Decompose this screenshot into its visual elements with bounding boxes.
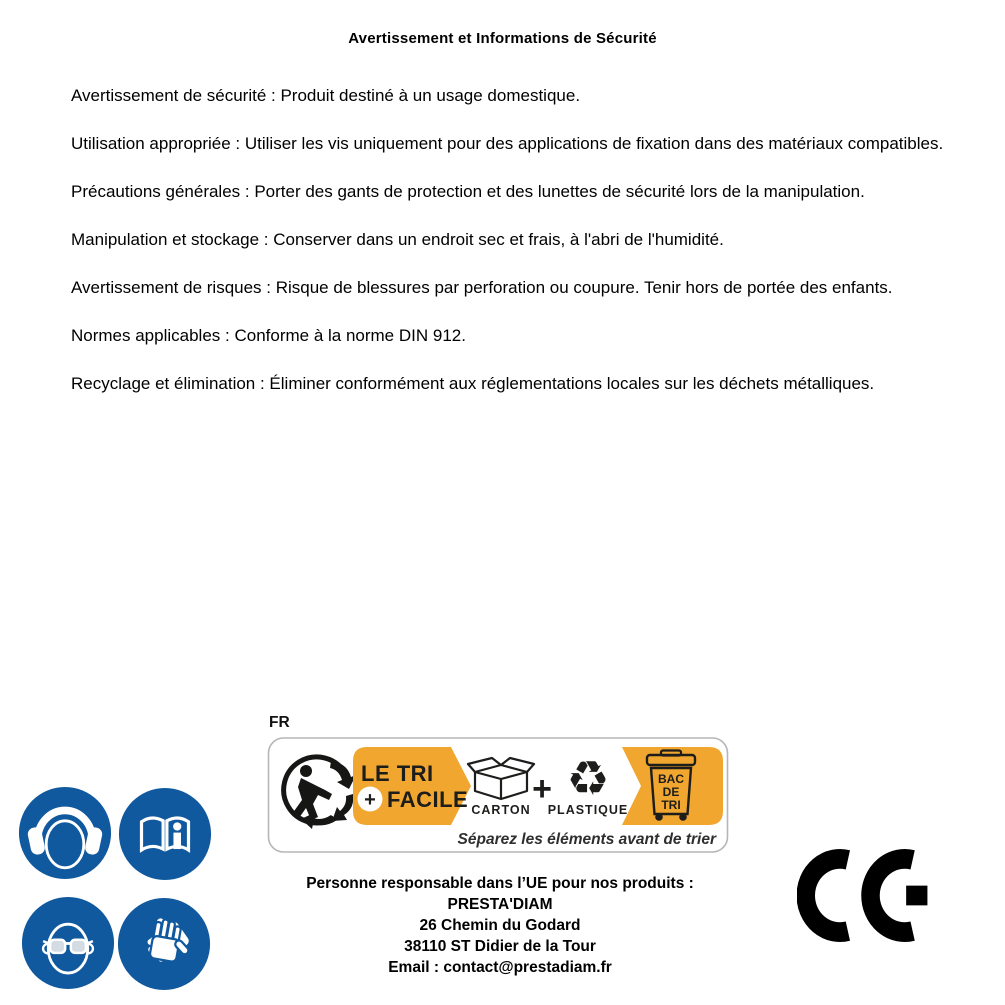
contact-email: Email : contact@prestadiam.fr	[388, 959, 612, 976]
safety-paragraph: Manipulation et stockage : Conserver dans un endroit sec et frais, à l'abri de l'humidité.	[71, 230, 724, 249]
safety-paragraph: Utilisation appropriée : Utiliser les vis uniquement pour des applications de fixation dans des matériaux compatibles.	[71, 134, 944, 153]
safety-paragraph: Précautions générales : Porter des gants de protection et des lunettes de sécurité lors de la manipulation.	[71, 182, 865, 201]
tri-facile-banner	[353, 747, 471, 825]
protective-gloves-icon	[117, 897, 211, 991]
materials-plus: +	[532, 770, 552, 808]
responsible-intro: Personne responsable dans l’UE pour nos produits :	[306, 875, 694, 892]
plastique-recycle-icon: ♻	[566, 753, 610, 806]
safety-paragraphs	[71, 84, 971, 420]
address-street: 26 Chemin du Godard	[419, 917, 581, 934]
company-name: PRESTA'DIAM	[447, 896, 553, 913]
safety-paragraph: Recyclage et élimination : Éliminer conformément aux réglementations locales sur les déchets métalliques.	[71, 374, 875, 393]
info-tri-logo	[265, 710, 735, 860]
responsible-block	[253, 873, 747, 978]
eye-protection-icon	[21, 896, 115, 990]
sorting-tagline: Séparez les éléments avant de trier	[457, 831, 716, 848]
safety-paragraph: Normes applicables : Conforme à la norme DIN 912.	[71, 326, 466, 345]
carton-label: CARTON	[471, 803, 531, 817]
safety-paragraph: Avertissement de risques : Risque de blessures par perforation ou coupure. Tenir hors de portée des enfants.	[71, 278, 893, 297]
bin-label-1: BAC	[658, 772, 684, 786]
ce-mark-icon	[797, 846, 945, 945]
plastique-label: PLASTIQUE	[547, 803, 629, 817]
safety-paragraph: Avertissement de sécurité : Produit destiné à un usage domestique.	[71, 86, 581, 105]
ear-protection-icon	[18, 786, 112, 880]
tri-facile-plus: +	[364, 789, 376, 811]
ppe-icons	[18, 786, 223, 996]
tri-facile-line2: FACILE	[387, 787, 469, 812]
bin-label-2: DE	[662, 785, 680, 799]
page-title: Avertissement et Informations de Sécurité	[348, 30, 657, 47]
address-city: 38110 ST Didier de la Tour	[404, 938, 596, 955]
bin-label-3: TRI	[661, 798, 681, 812]
country-code-label: FR	[269, 714, 290, 731]
tri-facile-line1: LE TRI	[361, 761, 434, 786]
read-manual-icon	[118, 787, 212, 881]
